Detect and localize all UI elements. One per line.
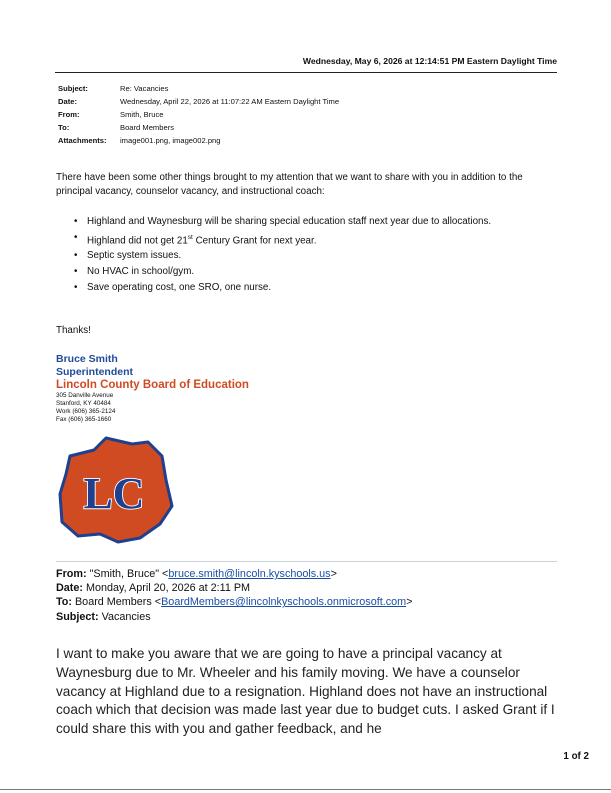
- ordinal-superscript: st: [187, 233, 193, 241]
- to-value: Board Members: [120, 123, 175, 132]
- bullet-icon: •: [74, 216, 78, 227]
- list-item: [74, 280, 544, 296]
- attachments-label: Attachments:: [58, 136, 107, 145]
- recipient-email-link[interactable]: BoardMembers@lincolnkyschools.onmicrosoft.com: [161, 596, 407, 609]
- signature-title: Superintendent: [56, 366, 134, 378]
- forwarded-from-name: "Smith, Bruce" <: [89, 568, 169, 580]
- date-row: [58, 95, 339, 108]
- message-body: I want to make you aware that we are going to have a principal vacancy at Waynesburg due to Mr. Wheeler and his family moving. We have a counselor vacancy at Highland due to a resignation. Highland does not have an instructional coach which that decision was made last year due to budget cuts. I asked Grant if I could share this with you and gather feedback, and he: [56, 646, 555, 737]
- to-label: To:: [58, 123, 70, 132]
- forwarded-to-row: [56, 595, 412, 609]
- intro-paragraph: There have been some other things brought to my attention that we want to share with you in addition to the principal vacancy, counselor vacancy, and instructional coach:: [56, 172, 523, 197]
- date-label: Date:: [58, 97, 77, 106]
- signature-phone: Work (606) 365-2124: [56, 408, 116, 415]
- signature-name: Bruce Smith: [56, 353, 118, 365]
- forwarded-from-close: >: [330, 568, 337, 580]
- reply-separator: [56, 561, 557, 562]
- list-item: [74, 248, 544, 264]
- bullet-icon: •: [74, 250, 78, 262]
- forwarded-from-row: [56, 567, 412, 581]
- list-item-text: Highland and Waynesburg will be sharing special education staff next year due to allocations.: [87, 216, 492, 227]
- bullet-icon: •: [74, 281, 78, 293]
- signature-block: [56, 353, 249, 424]
- forwarded-to-name: Board Members <: [74, 596, 162, 609]
- bullet-icon: •: [74, 231, 78, 243]
- logo-lettering: LC: [83, 469, 145, 518]
- to-row: [58, 121, 339, 134]
- forwarded-subject-value: Vacancies: [101, 610, 151, 623]
- forwarded-to-close: >: [406, 596, 413, 609]
- header-divider: [55, 72, 557, 73]
- attachments-row: [58, 134, 339, 147]
- subject-value: Re: Vacancies: [120, 84, 169, 93]
- list-item: [74, 214, 544, 230]
- bullet-icon: •: [74, 266, 78, 278]
- sender-email-link[interactable]: bruce.smith@lincoln.kyschools.us: [168, 568, 331, 580]
- signature-address-line: 305 Danville Avenue: [56, 392, 114, 399]
- list-item-text: Septic system issues.: [87, 250, 182, 262]
- lincoln-county-logo: [56, 434, 174, 544]
- list-item: [74, 264, 544, 280]
- page-bottom-edge: [0, 789, 611, 790]
- forwarded-date-row: [56, 581, 412, 595]
- page-number: 1 of 2: [563, 751, 589, 762]
- print-timestamp: Wednesday, May 6, 2026 at 12:14:51 PM Eastern Daylight Time: [302, 56, 557, 66]
- forwarded-to-label: To:: [56, 596, 72, 609]
- forwarded-subject-label: Subject:: [56, 610, 99, 623]
- subject-label: Subject:: [58, 84, 88, 93]
- forwarded-header: [56, 567, 412, 624]
- signature-fax: Fax (606) 365-1660: [56, 416, 112, 423]
- forwarded-from-label: From:: [56, 568, 87, 580]
- list-item-text: Save operating cost, one SRO, one nurse.: [87, 281, 272, 293]
- list-item-text: Highland did not get 21: [87, 234, 188, 246]
- list-item: [74, 230, 544, 249]
- list-item-text: Century Grant for next year.: [192, 234, 317, 246]
- signature-address-line: Stanford, KY 40484: [56, 400, 111, 407]
- forwarded-date-label: Date:: [56, 582, 83, 595]
- subject-row: [58, 82, 339, 95]
- forwarded-date-value: Monday, April 20, 2026 at 2:11 PM: [86, 582, 251, 595]
- attachments-value: image001.png, image002.png: [120, 136, 221, 145]
- date-value: Wednesday, April 22, 2026 at 11:07:22 AM Eastern Daylight Time: [120, 97, 340, 106]
- from-value: Smith, Bruce: [120, 110, 164, 119]
- forwarded-subject-row: [56, 610, 412, 624]
- from-row: [58, 108, 339, 121]
- list-item-text: No HVAC in school/gym.: [87, 266, 195, 278]
- signature-organization: Lincoln County Board of Education: [56, 379, 249, 391]
- closing: Thanks!: [56, 325, 91, 336]
- email-header: [58, 82, 339, 147]
- issues-list: [74, 214, 544, 295]
- from-label: From:: [58, 110, 80, 119]
